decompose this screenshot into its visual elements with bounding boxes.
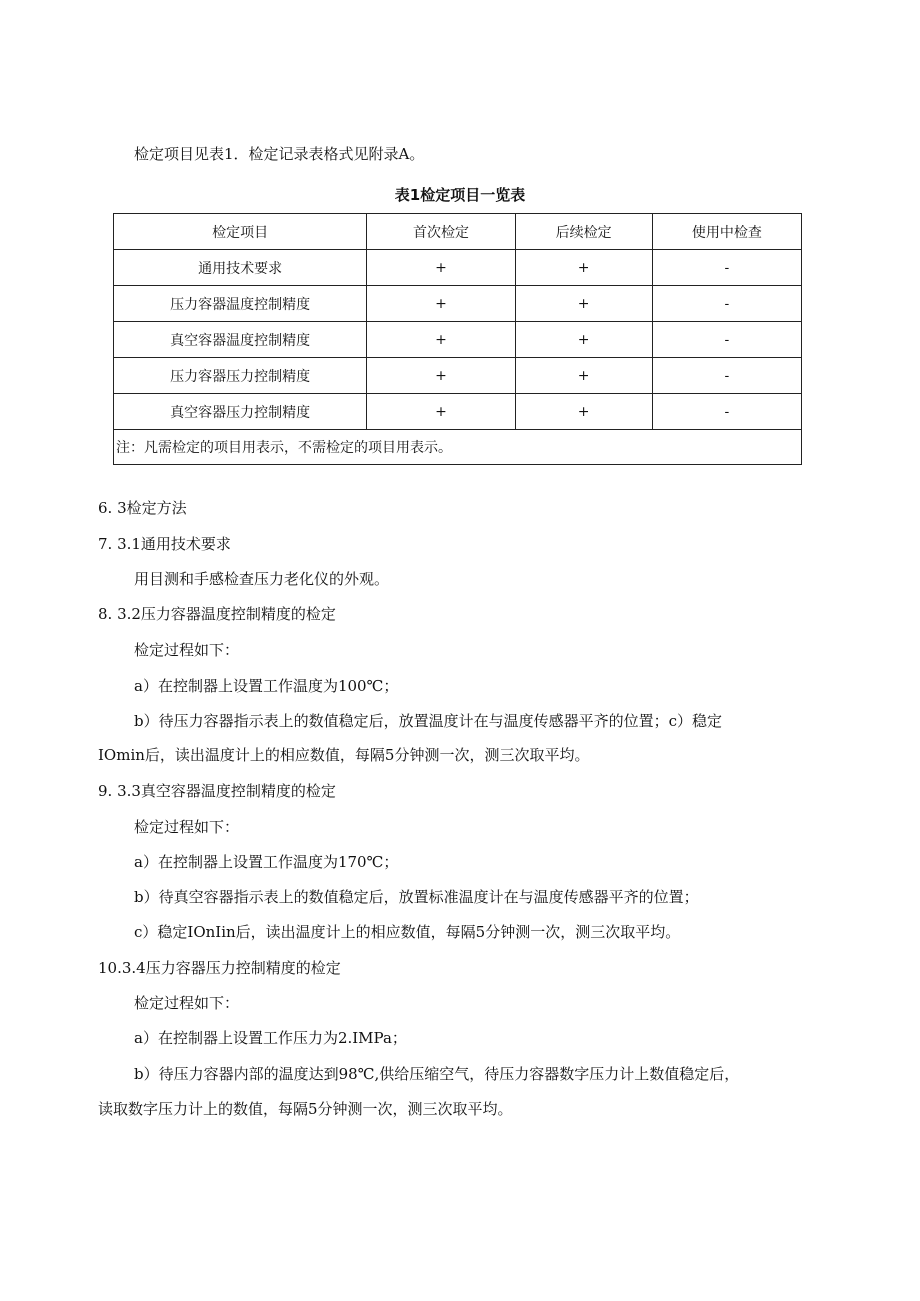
body-text: a）在控制器上设置工作压力为2.IMPa； (134, 1029, 407, 1047)
table-row (114, 394, 802, 430)
table-cell: - (652, 250, 801, 286)
section-heading: 8. 3.2压力容器温度控制精度的检定 (98, 605, 336, 623)
table-cell: - (652, 322, 801, 358)
table-row (114, 250, 802, 286)
body-text: b）待压力容器指示表上的数值稳定后，放置温度计在与温度传感器平齐的位置；c）稳定 (134, 712, 723, 730)
body-text: a）在控制器上设置工作温度为100℃； (134, 677, 399, 695)
inspection-items-table (113, 213, 802, 465)
table-cell: - (652, 286, 801, 322)
body-text: b）待真空容器指示表上的数值稳定后，放置标准温度计在与温度传感器平齐的位置； (134, 888, 699, 906)
body-text: 用目测和手感检查压力老化仪的外观。 (134, 570, 390, 588)
table-note-row (114, 430, 802, 465)
table-cell: + (367, 394, 515, 430)
table-cell: + (515, 394, 652, 430)
body-text: 检定过程如下： (134, 994, 240, 1012)
body-text: IOmin后，读出温度计上的相应数值，每隔5分钟测一次，测三次取平均。 (98, 746, 590, 764)
header-cell-initial: 首次检定 (367, 214, 515, 250)
table-cell: + (515, 322, 652, 358)
table-cell: + (515, 250, 652, 286)
header-cell-in-use: 使用中检查 (652, 214, 801, 250)
table-cell: - (652, 394, 801, 430)
header-cell-subsequent: 后续检定 (515, 214, 652, 250)
table-cell: 压力容器温度控制精度 (114, 286, 367, 322)
section-heading: 7. 3.1通用技术要求 (98, 535, 231, 553)
section-heading: 10.3.4压力容器压力控制精度的检定 (98, 959, 341, 977)
intro-paragraph: 检定项目见表1．检定记录表格式见附录A。 (134, 145, 425, 163)
table-row (114, 286, 802, 322)
table-cell: + (515, 286, 652, 322)
table-cell: 通用技术要求 (114, 250, 367, 286)
section-heading: 6. 3检定方法 (98, 499, 187, 517)
body-text: 检定过程如下： (134, 641, 240, 659)
table-cell: - (652, 358, 801, 394)
table-header-row (114, 214, 802, 250)
section-heading: 9. 3.3真空容器温度控制精度的检定 (98, 782, 336, 800)
table-cell: + (367, 322, 515, 358)
table-caption: 表1检定项目一览表 (394, 186, 526, 204)
table-row (114, 322, 802, 358)
body-text: a）在控制器上设置工作温度为170℃； (134, 853, 399, 871)
body-text: b）待压力容器内部的温度达到98℃,供给压缩空气，待压力容器数字压力计上数值稳定后， (134, 1065, 740, 1083)
header-cell-item: 检定项目 (114, 214, 367, 250)
table-cell: 压力容器压力控制精度 (114, 358, 367, 394)
body-text: 检定过程如下： (134, 818, 240, 836)
table-cell: + (367, 286, 515, 322)
table-cell: + (515, 358, 652, 394)
table-row (114, 358, 802, 394)
table-note: 注：凡需检定的项目用表示，不需检定的项目用表示。 (114, 430, 802, 465)
table-cell: + (367, 358, 515, 394)
table-cell: + (367, 250, 515, 286)
body-text: 读取数字压力计上的数值，每隔5分钟测一次，测三次取平均。 (98, 1100, 513, 1118)
body-text: c）稳定IOnIin后，读出温度计上的相应数值，每隔5分钟测一次，测三次取平均。 (134, 923, 681, 941)
table-cell: 真空容器温度控制精度 (114, 322, 367, 358)
table-cell: 真空容器压力控制精度 (114, 394, 367, 430)
